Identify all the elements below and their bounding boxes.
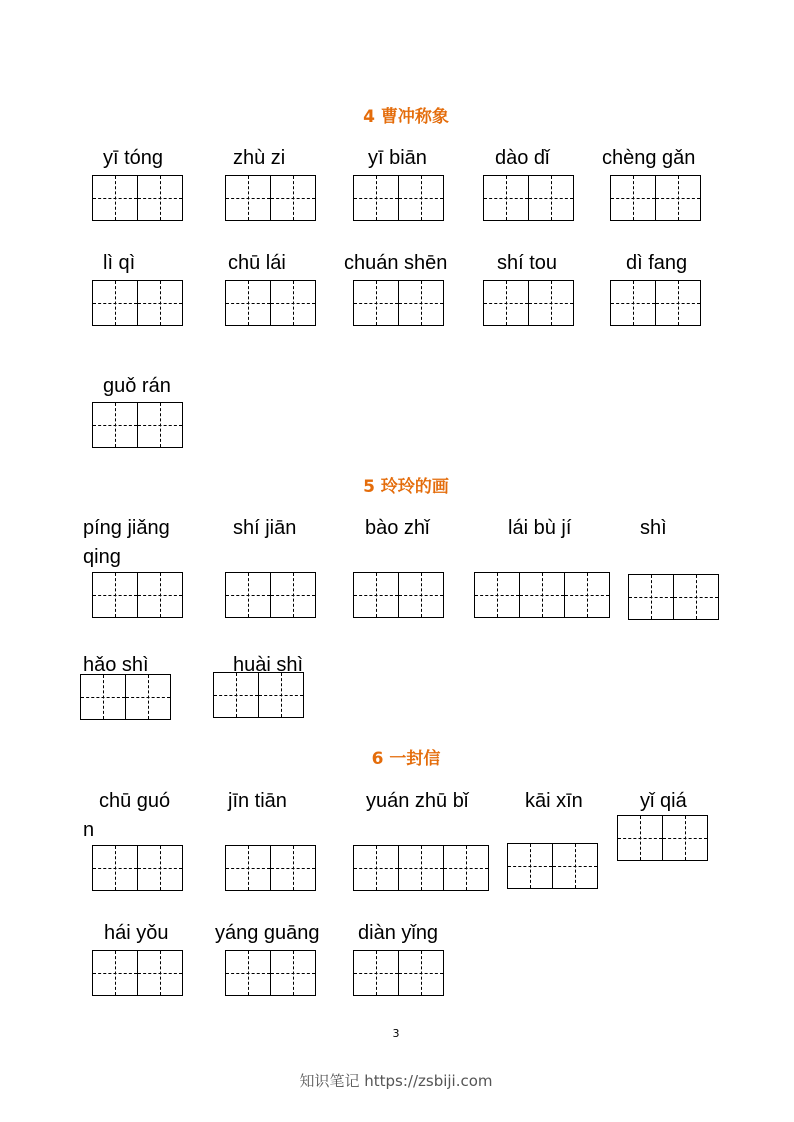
pinyin-label: huài shì xyxy=(233,654,304,676)
pinyin-label: chuán shēn xyxy=(344,252,448,274)
grid-cell xyxy=(93,846,137,890)
grid-cell xyxy=(226,573,270,617)
grid-cell xyxy=(618,816,662,860)
grid-cell xyxy=(270,176,315,220)
writing-grid xyxy=(353,175,444,221)
grid-cell xyxy=(475,573,519,617)
writing-grid xyxy=(225,280,316,326)
grid-cell xyxy=(137,176,182,220)
grid-cell xyxy=(270,573,315,617)
writing-grid xyxy=(225,572,316,618)
grid-cell xyxy=(655,281,700,325)
section-title: 4 曹冲称象 xyxy=(363,107,449,127)
grid-cell xyxy=(137,403,182,447)
writing-grid xyxy=(92,402,183,448)
grid-cell xyxy=(528,176,573,220)
pinyin-label: dào dǐ xyxy=(495,147,550,169)
grid-cell xyxy=(270,846,315,890)
grid-cell xyxy=(214,673,258,717)
writing-grid xyxy=(353,845,489,891)
pinyin-label: yáng guāng xyxy=(215,922,320,944)
grid-cell xyxy=(519,573,564,617)
grid-cell xyxy=(398,176,443,220)
grid-cell xyxy=(552,844,597,888)
grid-cell xyxy=(508,844,552,888)
grid-cell xyxy=(226,176,270,220)
writing-grid xyxy=(92,572,183,618)
writing-grid xyxy=(225,175,316,221)
pinyin-label-wrap: n xyxy=(83,819,95,841)
pinyin-label: hǎo shì xyxy=(83,654,149,676)
grid-cell xyxy=(398,573,443,617)
grid-cell xyxy=(81,675,125,719)
writing-grid xyxy=(92,280,183,326)
grid-cell xyxy=(611,281,655,325)
writing-grid xyxy=(80,674,171,720)
grid-cell xyxy=(528,281,573,325)
writing-grid xyxy=(483,280,574,326)
pinyin-label: dì fang xyxy=(626,252,688,274)
grid-cell xyxy=(270,281,315,325)
grid-cell xyxy=(398,281,443,325)
grid-cell xyxy=(93,176,137,220)
grid-cell xyxy=(611,176,655,220)
writing-grid xyxy=(353,572,444,618)
writing-grid xyxy=(617,815,708,861)
grid-cell xyxy=(137,951,182,995)
pinyin-label: píng jiǎng xyxy=(83,517,170,539)
pinyin-label: zhù zi xyxy=(233,147,286,169)
pinyin-label: guǒ rán xyxy=(103,375,171,397)
pinyin-label: shì xyxy=(640,517,667,539)
grid-cell xyxy=(354,176,398,220)
grid-cell xyxy=(93,951,137,995)
grid-cell xyxy=(226,846,270,890)
section-title: 6 一封信 xyxy=(371,749,441,769)
pinyin-label: chū guó xyxy=(99,790,171,812)
writing-grid xyxy=(225,950,316,996)
grid-cell xyxy=(354,573,398,617)
pinyin-label: hái yǒu xyxy=(104,922,169,944)
grid-cell xyxy=(137,573,182,617)
pinyin-label: chū lái xyxy=(228,252,286,274)
writing-grid xyxy=(483,175,574,221)
grid-cell xyxy=(137,846,182,890)
grid-cell xyxy=(270,951,315,995)
grid-cell xyxy=(354,951,398,995)
page-number: 3 xyxy=(392,1027,400,1040)
pinyin-label: diàn yǐng xyxy=(358,922,439,944)
grid-cell xyxy=(258,673,303,717)
grid-cell xyxy=(443,846,488,890)
writing-grid xyxy=(92,950,183,996)
pinyin-label: yǐ qiá xyxy=(640,790,687,812)
pinyin-label: yuán zhū bǐ xyxy=(366,790,469,812)
grid-cell xyxy=(354,846,398,890)
pinyin-label: yī biān xyxy=(368,147,427,169)
grid-cell xyxy=(673,575,718,619)
grid-cell xyxy=(662,816,707,860)
grid-cell xyxy=(484,281,528,325)
pinyin-label: bào zhǐ xyxy=(365,517,430,539)
writing-grid xyxy=(353,280,444,326)
footer-watermark: 知识笔记 https://zsbiji.com xyxy=(299,1072,493,1090)
grid-cell xyxy=(93,403,137,447)
writing-grid xyxy=(610,280,701,326)
pinyin-label: chèng gǎn xyxy=(602,147,696,169)
writing-grid xyxy=(628,574,719,620)
pinyin-label: lái bù jí xyxy=(508,517,572,539)
pinyin-label: jīn tiān xyxy=(228,790,287,812)
grid-cell xyxy=(93,281,137,325)
writing-grid xyxy=(213,672,304,718)
writing-grid xyxy=(92,845,183,891)
pinyin-label: shí jiān xyxy=(233,517,297,539)
writing-grid xyxy=(610,175,701,221)
writing-grid xyxy=(474,572,610,618)
pinyin-label: kāi xīn xyxy=(525,790,583,812)
grid-cell xyxy=(629,575,673,619)
writing-grid xyxy=(225,845,316,891)
writing-grid xyxy=(353,950,444,996)
grid-cell xyxy=(226,951,270,995)
pinyin-label: lì qì xyxy=(103,252,136,274)
grid-cell xyxy=(125,675,170,719)
section-title: 5 玲玲的画 xyxy=(363,477,449,497)
grid-cell xyxy=(226,281,270,325)
writing-grid xyxy=(507,843,598,889)
grid-cell xyxy=(655,176,700,220)
grid-cell xyxy=(93,573,137,617)
writing-grid xyxy=(92,175,183,221)
grid-cell xyxy=(398,951,443,995)
grid-cell xyxy=(354,281,398,325)
pinyin-label-wrap: qing xyxy=(83,546,121,568)
grid-cell xyxy=(137,281,182,325)
grid-cell xyxy=(484,176,528,220)
pinyin-label: yī tóng xyxy=(103,147,164,169)
grid-cell xyxy=(398,846,443,890)
grid-cell xyxy=(564,573,609,617)
pinyin-label: shí tou xyxy=(497,252,558,274)
